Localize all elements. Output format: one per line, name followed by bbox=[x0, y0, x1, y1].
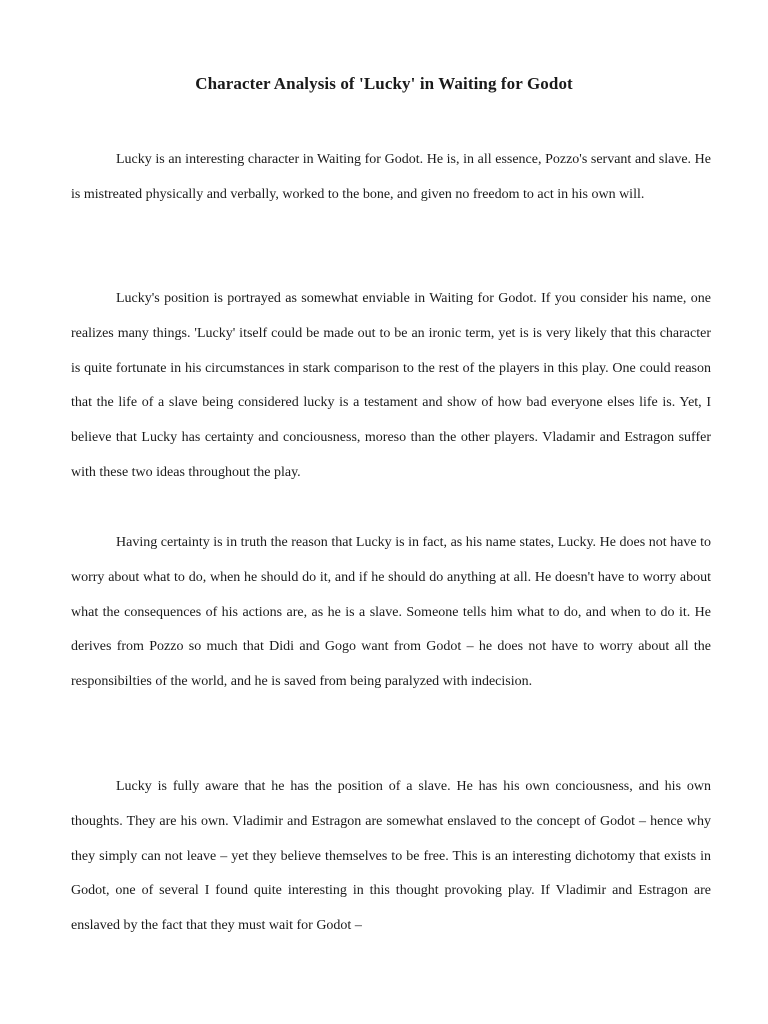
paragraph-4: Lucky is fully aware that he has the position of a slave. He has his own conciousness, and his own thoughts. They are his own. Vladimir and Estragon are somewhat enslaved to the concept of Godot – hence why they simply can not leave – yet they believe themselves to be free. This is an interesting dichotomy that exists in Godot, one of several I found quite interesting in this thought provoking play. If Vladimir and Estragon are enslaved by the fact that they must wait for Godot – bbox=[71, 779, 711, 934]
paragraph-3: Having certainty is in truth the reason that Lucky is in fact, as his name states, Lucky. He does not have to worry about what to do, when he should do it, and if he should do anything at all. He doesn't have to worry about what the consequences of his actions are, as he is a slave. Someone tells him what to do, and when to do it. He derives from Pozzo so much that Didi and Gogo want from Godot – he does not have to worry about all the responsibilties of the world, and he is saved from being paralyzed with indecision. bbox=[71, 535, 711, 690]
paragraph-1: Lucky is an interesting character in Waiting for Godot. He is, in all essence, Pozzo's servant and slave. He is mistreated physically and verbally, worked to the bone, and given no freedom to act in his own will. bbox=[71, 152, 711, 202]
document-title: Character Analysis of 'Lucky' in Waiting for Godot bbox=[195, 74, 573, 93]
paragraph-2: Lucky's position is portrayed as somewhat enviable in Waiting for Godot. If you consider his name, one realizes many things. 'Lucky' itself could be made out to be an ironic term, yet is is very likely that this character is quite fortunate in his circumstances in stark comparison to the rest of the players in this play. One could reason that the life of a slave being considered lucky is a testament and show of how bad everyone elses life is. Yet, I believe that Lucky has certainty and conciousness, moreso than the other players. Vladamir and Estragon suffer with these two ideas throughout the play. bbox=[71, 291, 711, 480]
